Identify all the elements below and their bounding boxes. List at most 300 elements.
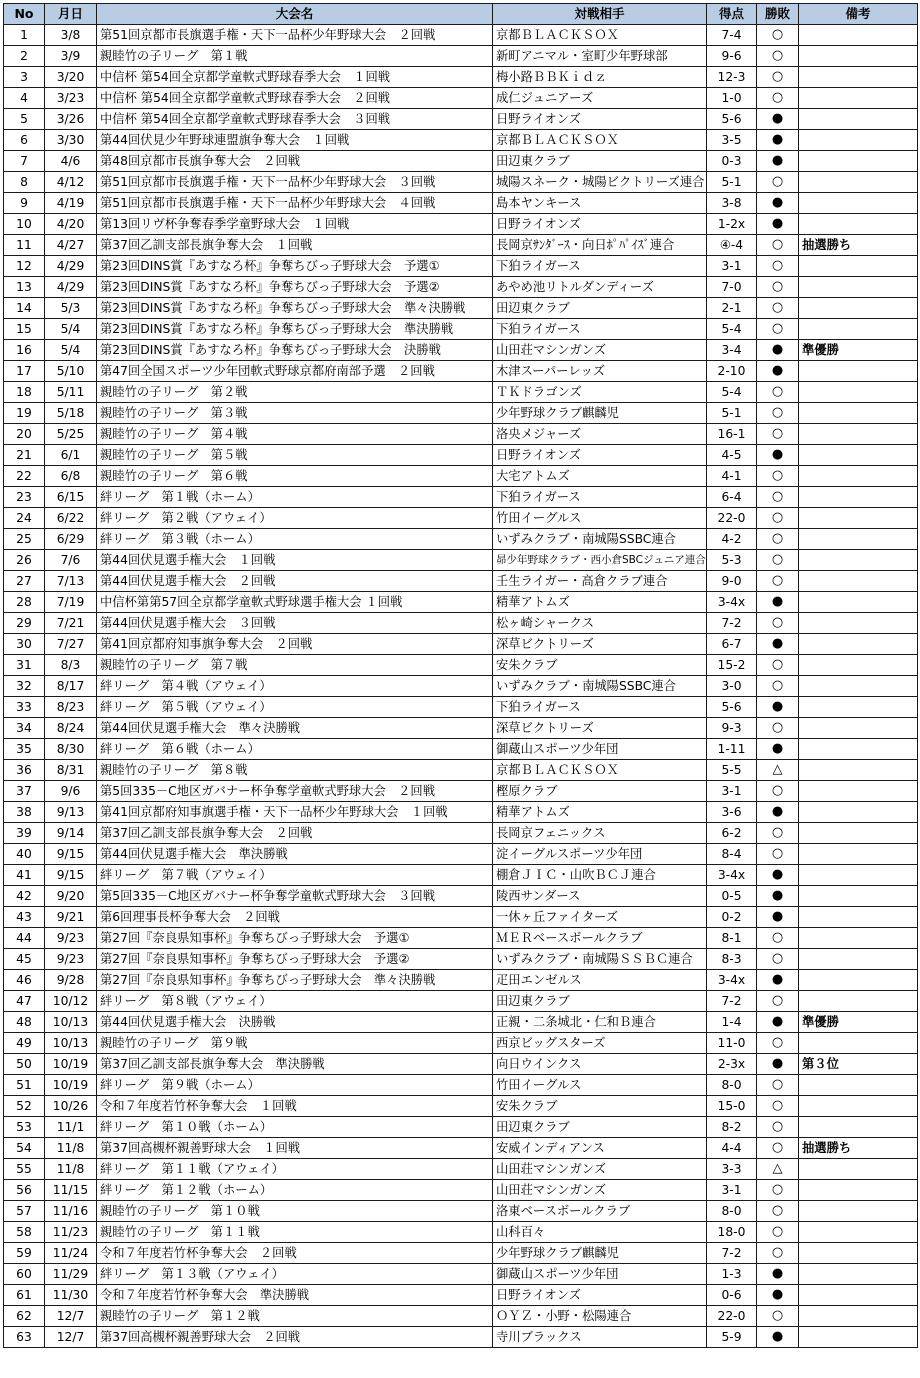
cell-date: 3/30	[45, 130, 97, 151]
cell-no: 34	[4, 718, 45, 739]
table-row	[4, 655, 918, 676]
cell-no: 50	[4, 1054, 45, 1075]
cell-tournament: 親睦竹の子リーグ 第１０戦	[97, 1201, 493, 1222]
cell-score: 5-1	[707, 403, 757, 424]
cell-no: 51	[4, 1075, 45, 1096]
cell-note	[799, 1306, 918, 1327]
cell-result: ○	[757, 256, 799, 277]
cell-result: ○	[757, 1243, 799, 1264]
cell-opponent: 下狛ライガース	[493, 697, 707, 718]
cell-date: 8/31	[45, 760, 97, 781]
cell-no: 55	[4, 1159, 45, 1180]
table-row	[4, 550, 918, 571]
cell-score: 3-3	[707, 1159, 757, 1180]
cell-note	[799, 886, 918, 907]
cell-opponent: 日野ライオンズ	[493, 109, 707, 130]
cell-result: ○	[757, 172, 799, 193]
cell-date: 11/29	[45, 1264, 97, 1285]
table-row	[4, 928, 918, 949]
cell-opponent: 安朱クラブ	[493, 655, 707, 676]
cell-no: 21	[4, 445, 45, 466]
cell-date: 10/12	[45, 991, 97, 1012]
cell-note	[799, 193, 918, 214]
cell-no: 10	[4, 214, 45, 235]
cell-score: 8-3	[707, 949, 757, 970]
cell-opponent: 少年野球クラブ麒麟児	[493, 403, 707, 424]
cell-date: 8/23	[45, 697, 97, 718]
cell-note: 抽選勝ち	[799, 1138, 918, 1159]
cell-date: 6/15	[45, 487, 97, 508]
cell-opponent: 陵西サンダース	[493, 886, 707, 907]
table-row	[4, 1285, 918, 1306]
cell-result: ●	[757, 592, 799, 613]
cell-date: 5/10	[45, 361, 97, 382]
cell-score: 3-1	[707, 781, 757, 802]
cell-opponent: 京都ＢＬＡＣＫＳＯＸ	[493, 130, 707, 151]
cell-score: 8-0	[707, 1075, 757, 1096]
cell-no: 14	[4, 298, 45, 319]
cell-note	[799, 214, 918, 235]
table-row	[4, 403, 918, 424]
cell-result: ○	[757, 487, 799, 508]
cell-tournament: 第51回京都市長旗選手権・天下一品杯少年野球大会 ３回戦	[97, 172, 493, 193]
cell-tournament: 親睦竹の子リーグ 第３戦	[97, 403, 493, 424]
cell-note	[799, 928, 918, 949]
cell-date: 6/29	[45, 529, 97, 550]
cell-result: ●	[757, 445, 799, 466]
table-row	[4, 970, 918, 991]
cell-score: 15-0	[707, 1096, 757, 1117]
cell-date: 8/24	[45, 718, 97, 739]
cell-tournament: 第44回伏見選手権大会 １回戦	[97, 550, 493, 571]
table-row	[4, 109, 918, 130]
cell-tournament: 第51回京都市長旗選手権・天下一品杯少年野球大会 ２回戦	[97, 25, 493, 46]
cell-score: 7-2	[707, 1243, 757, 1264]
cell-no: 37	[4, 781, 45, 802]
cell-date: 11/1	[45, 1117, 97, 1138]
cell-note	[799, 634, 918, 655]
cell-no: 48	[4, 1012, 45, 1033]
cell-no: 7	[4, 151, 45, 172]
cell-tournament: 第44回伏見選手権大会 準々決勝戦	[97, 718, 493, 739]
cell-result: ●	[757, 130, 799, 151]
cell-tournament: 第48回京都市長旗争奪大会 ２回戦	[97, 151, 493, 172]
table-row	[4, 424, 918, 445]
cell-opponent: 日野ライオンズ	[493, 214, 707, 235]
cell-score: 0-3	[707, 151, 757, 172]
cell-note	[799, 592, 918, 613]
cell-tournament: 第5回335－C地区ガバナー杯争奪学童軟式野球大会 ３回戦	[97, 886, 493, 907]
cell-date: 3/20	[45, 67, 97, 88]
cell-no: 1	[4, 25, 45, 46]
cell-date: 9/28	[45, 970, 97, 991]
cell-date: 4/29	[45, 256, 97, 277]
cell-no: 30	[4, 634, 45, 655]
cell-note	[799, 1264, 918, 1285]
cell-result: ○	[757, 1306, 799, 1327]
cell-result: ●	[757, 193, 799, 214]
cell-no: 26	[4, 550, 45, 571]
cell-no: 11	[4, 235, 45, 256]
cell-opponent: 淀イーグルスポーツ少年団	[493, 844, 707, 865]
cell-date: 4/20	[45, 214, 97, 235]
cell-score: 0-2	[707, 907, 757, 928]
cell-result: ○	[757, 235, 799, 256]
cell-result: ○	[757, 823, 799, 844]
cell-opponent: 一休ヶ丘ファイターズ	[493, 907, 707, 928]
cell-score: 3-5	[707, 130, 757, 151]
table-row	[4, 634, 918, 655]
cell-tournament: 絆リーグ 第５戦（アウェイ）	[97, 697, 493, 718]
cell-no: 49	[4, 1033, 45, 1054]
cell-score: 9-6	[707, 46, 757, 67]
cell-result: ○	[757, 1096, 799, 1117]
cell-tournament: 第44回伏見選手権大会 準決勝戦	[97, 844, 493, 865]
cell-score: 5-4	[707, 319, 757, 340]
cell-tournament: 親睦竹の子リーグ 第９戦	[97, 1033, 493, 1054]
cell-note	[799, 571, 918, 592]
table-row	[4, 613, 918, 634]
table-row	[4, 193, 918, 214]
cell-score: 5-9	[707, 1327, 757, 1348]
cell-score: ④-4	[707, 235, 757, 256]
cell-no: 35	[4, 739, 45, 760]
table-row	[4, 802, 918, 823]
cell-score: 4-2	[707, 529, 757, 550]
cell-date: 8/30	[45, 739, 97, 760]
cell-date: 7/27	[45, 634, 97, 655]
cell-tournament: 親睦竹の子リーグ 第１１戦	[97, 1222, 493, 1243]
cell-date: 9/6	[45, 781, 97, 802]
cell-opponent: ＭＥＲベースボールクラブ	[493, 928, 707, 949]
cell-result: ●	[757, 739, 799, 760]
cell-no: 24	[4, 508, 45, 529]
cell-no: 17	[4, 361, 45, 382]
cell-opponent: 安朱クラブ	[493, 1096, 707, 1117]
cell-note	[799, 445, 918, 466]
table-row	[4, 466, 918, 487]
cell-tournament: 第37回高槻杯親善野球大会 ２回戦	[97, 1327, 493, 1348]
cell-result: ○	[757, 991, 799, 1012]
cell-note	[799, 1180, 918, 1201]
cell-tournament: 絆リーグ 第３戦（ホーム）	[97, 529, 493, 550]
cell-note	[799, 508, 918, 529]
cell-note	[799, 760, 918, 781]
cell-opponent: 大宅アトムズ	[493, 466, 707, 487]
cell-opponent: 深草ビクトリーズ	[493, 634, 707, 655]
cell-date: 6/1	[45, 445, 97, 466]
cell-result: ○	[757, 571, 799, 592]
cell-tournament: 親睦竹の子リーグ 第７戦	[97, 655, 493, 676]
cell-note	[799, 718, 918, 739]
cell-result: ○	[757, 508, 799, 529]
cell-opponent: 向日ウインクス	[493, 1054, 707, 1075]
cell-no: 18	[4, 382, 45, 403]
cell-score: 11-0	[707, 1033, 757, 1054]
cell-date: 7/6	[45, 550, 97, 571]
table-row	[4, 529, 918, 550]
cell-date: 6/22	[45, 508, 97, 529]
cell-no: 61	[4, 1285, 45, 1306]
cell-score: 5-3	[707, 550, 757, 571]
cell-date: 6/8	[45, 466, 97, 487]
cell-result: ○	[757, 277, 799, 298]
cell-no: 46	[4, 970, 45, 991]
cell-no: 5	[4, 109, 45, 130]
header-date: 月日	[45, 4, 97, 25]
cell-note	[799, 1117, 918, 1138]
cell-no: 53	[4, 1117, 45, 1138]
cell-date: 11/23	[45, 1222, 97, 1243]
cell-tournament: 第27回『奈良県知事杯』争奪ちびっ子野球大会 予選②	[97, 949, 493, 970]
cell-date: 5/4	[45, 340, 97, 361]
cell-note	[799, 172, 918, 193]
cell-opponent: 下狛ライガース	[493, 256, 707, 277]
cell-note	[799, 361, 918, 382]
cell-tournament: 絆リーグ 第１０戦（ホーム）	[97, 1117, 493, 1138]
cell-result: ○	[757, 46, 799, 67]
cell-note	[799, 1075, 918, 1096]
cell-no: 2	[4, 46, 45, 67]
cell-date: 3/8	[45, 25, 97, 46]
cell-opponent: 松ヶ崎シャークス	[493, 613, 707, 634]
cell-opponent: あやめ池リトルダンディーズ	[493, 277, 707, 298]
cell-no: 6	[4, 130, 45, 151]
table-row	[4, 1012, 918, 1033]
cell-tournament: 中信杯 第54回全京都学童軟式野球春季大会 ３回戦	[97, 109, 493, 130]
results-table-body	[4, 25, 918, 1348]
cell-date: 9/23	[45, 928, 97, 949]
cell-tournament: 令和７年度若竹杯争奪大会 ２回戦	[97, 1243, 493, 1264]
cell-opponent: 京都ＢＬＡＣＫＳＯＸ	[493, 25, 707, 46]
cell-result: ●	[757, 634, 799, 655]
cell-result: ○	[757, 1180, 799, 1201]
cell-note	[799, 529, 918, 550]
cell-score: 3-8	[707, 193, 757, 214]
table-row	[4, 1201, 918, 1222]
cell-note	[799, 1285, 918, 1306]
cell-score: 3-4	[707, 340, 757, 361]
cell-result: ○	[757, 781, 799, 802]
cell-result: ○	[757, 550, 799, 571]
cell-score: 1-2x	[707, 214, 757, 235]
cell-note	[799, 403, 918, 424]
cell-date: 10/19	[45, 1054, 97, 1075]
cell-tournament: 第44回伏見少年野球連盟旗争奪大会 １回戦	[97, 130, 493, 151]
cell-tournament: 中信杯第第57回全京都学童軟式野球選手権大会 １回戦	[97, 592, 493, 613]
cell-note	[799, 256, 918, 277]
cell-opponent: ＯＹＺ・小野・松陽連合	[493, 1306, 707, 1327]
cell-opponent: 安威インディアンス	[493, 1138, 707, 1159]
cell-no: 9	[4, 193, 45, 214]
cell-no: 16	[4, 340, 45, 361]
cell-tournament: 第5回335－C地区ガバナー杯争奪学童軟式野球大会 ２回戦	[97, 781, 493, 802]
table-row	[4, 697, 918, 718]
cell-tournament: 第27回『奈良県知事杯』争奪ちびっ子野球大会 予選①	[97, 928, 493, 949]
cell-date: 12/7	[45, 1327, 97, 1348]
cell-no: 12	[4, 256, 45, 277]
cell-result: ○	[757, 1075, 799, 1096]
cell-note	[799, 655, 918, 676]
cell-tournament: 第23回DINS賞『あすなろ杯』争奪ちびっ子野球大会 予選①	[97, 256, 493, 277]
cell-score: 3-0	[707, 676, 757, 697]
cell-opponent: 精華アトムズ	[493, 802, 707, 823]
cell-opponent: いずみクラブ・南城陽ＳＳＢＣ連合	[493, 949, 707, 970]
cell-opponent: 昴少年野球クラブ・西小倉SBCジュニア連合	[493, 550, 707, 571]
cell-no: 39	[4, 823, 45, 844]
cell-result: ●	[757, 802, 799, 823]
table-row	[4, 1264, 918, 1285]
cell-result: ●	[757, 1285, 799, 1306]
table-row	[4, 865, 918, 886]
cell-tournament: 第37回乙訓支部長旗争奪大会 準決勝戦	[97, 1054, 493, 1075]
table-row	[4, 25, 918, 46]
cell-date: 7/21	[45, 613, 97, 634]
cell-tournament: 親睦竹の子リーグ 第４戦	[97, 424, 493, 445]
table-row	[4, 718, 918, 739]
cell-score: 6-4	[707, 487, 757, 508]
table-row	[4, 508, 918, 529]
cell-note	[799, 46, 918, 67]
cell-score: 2-10	[707, 361, 757, 382]
cell-note	[799, 739, 918, 760]
cell-date: 4/19	[45, 193, 97, 214]
cell-date: 12/7	[45, 1306, 97, 1327]
cell-opponent: 樫原クラブ	[493, 781, 707, 802]
cell-result: ○	[757, 25, 799, 46]
cell-tournament: 第44回伏見選手権大会 決勝戦	[97, 1012, 493, 1033]
header-score: 得点	[707, 4, 757, 25]
cell-tournament: 第27回『奈良県知事杯』争奪ちびっ子野球大会 準々決勝戦	[97, 970, 493, 991]
cell-result: ●	[757, 886, 799, 907]
cell-result: ○	[757, 949, 799, 970]
table-row	[4, 844, 918, 865]
cell-result: ○	[757, 424, 799, 445]
cell-no: 59	[4, 1243, 45, 1264]
cell-note: 抽選勝ち	[799, 235, 918, 256]
cell-note	[799, 613, 918, 634]
cell-no: 43	[4, 907, 45, 928]
cell-date: 10/13	[45, 1033, 97, 1054]
cell-note	[799, 88, 918, 109]
cell-note	[799, 1243, 918, 1264]
cell-result: ○	[757, 1033, 799, 1054]
table-row	[4, 760, 918, 781]
cell-no: 15	[4, 319, 45, 340]
table-row	[4, 1033, 918, 1054]
table-row	[4, 823, 918, 844]
cell-tournament: 第23回DINS賞『あすなろ杯』争奪ちびっ子野球大会 予選②	[97, 277, 493, 298]
table-row	[4, 340, 918, 361]
cell-note	[799, 1033, 918, 1054]
cell-opponent: 田辺東クラブ	[493, 298, 707, 319]
cell-date: 9/15	[45, 865, 97, 886]
cell-no: 52	[4, 1096, 45, 1117]
cell-opponent: 棚倉ＪＩＣ・山吹ＢＣＪ連合	[493, 865, 707, 886]
cell-tournament: 第37回乙訓支部長旗争奪大会 ２回戦	[97, 823, 493, 844]
cell-date: 4/29	[45, 277, 97, 298]
table-row	[4, 256, 918, 277]
cell-opponent: 西京ビッグスターズ	[493, 1033, 707, 1054]
cell-no: 44	[4, 928, 45, 949]
cell-score: 4-1	[707, 466, 757, 487]
cell-opponent: 日野ライオンズ	[493, 445, 707, 466]
cell-opponent: 新町アニマル・室町少年野球部	[493, 46, 707, 67]
table-row	[4, 1180, 918, 1201]
table-row	[4, 445, 918, 466]
results-table-wrapper	[3, 3, 918, 1348]
cell-opponent: 梅小路ＢＢＫｉｄｚ	[493, 67, 707, 88]
cell-score: 8-0	[707, 1201, 757, 1222]
cell-score: 7-2	[707, 613, 757, 634]
cell-opponent: いずみクラブ・南城陽SSBC連合	[493, 676, 707, 697]
cell-no: 28	[4, 592, 45, 613]
cell-score: 2-1	[707, 298, 757, 319]
cell-opponent: 少年野球クラブ麒麟児	[493, 1243, 707, 1264]
cell-score: 1-0	[707, 88, 757, 109]
cell-score: 0-5	[707, 886, 757, 907]
cell-note	[799, 823, 918, 844]
cell-score: 3-4x	[707, 865, 757, 886]
cell-score: 22-0	[707, 508, 757, 529]
cell-result: ○	[757, 1201, 799, 1222]
cell-opponent: 下狛ライガース	[493, 319, 707, 340]
cell-result: ●	[757, 1054, 799, 1075]
cell-note	[799, 907, 918, 928]
table-row	[4, 1075, 918, 1096]
cell-no: 47	[4, 991, 45, 1012]
cell-opponent: 島本ヤンキース	[493, 193, 707, 214]
table-row	[4, 46, 918, 67]
cell-note	[799, 991, 918, 1012]
cell-result: ○	[757, 1222, 799, 1243]
cell-date: 4/6	[45, 151, 97, 172]
cell-date: 4/27	[45, 235, 97, 256]
cell-no: 62	[4, 1306, 45, 1327]
cell-tournament: 令和７年度若竹杯争奪大会 準決勝戦	[97, 1285, 493, 1306]
header-row	[4, 4, 918, 25]
cell-tournament: 第23回DINS賞『あすなろ杯』争奪ちびっ子野球大会 決勝戦	[97, 340, 493, 361]
cell-date: 4/12	[45, 172, 97, 193]
cell-score: 5-6	[707, 109, 757, 130]
cell-score: 5-5	[707, 760, 757, 781]
cell-opponent: 山田荘マシンガンズ	[493, 340, 707, 361]
cell-opponent: 疋田エンゼルス	[493, 970, 707, 991]
cell-score: 3-4x	[707, 970, 757, 991]
cell-tournament: 親睦竹の子リーグ 第１２戦	[97, 1306, 493, 1327]
table-row	[4, 172, 918, 193]
cell-no: 58	[4, 1222, 45, 1243]
table-row	[4, 235, 918, 256]
cell-result: ○	[757, 319, 799, 340]
cell-date: 9/23	[45, 949, 97, 970]
cell-score: 1-4	[707, 1012, 757, 1033]
cell-tournament: 絆リーグ 第８戦（アウェイ）	[97, 991, 493, 1012]
table-row	[4, 676, 918, 697]
cell-note	[799, 1327, 918, 1348]
cell-score: 5-4	[707, 382, 757, 403]
cell-result: ●	[757, 865, 799, 886]
table-row	[4, 949, 918, 970]
cell-result: ○	[757, 1138, 799, 1159]
header-tournament: 大会名	[97, 4, 493, 25]
cell-score: 1-11	[707, 739, 757, 760]
cell-note	[799, 25, 918, 46]
cell-note	[799, 109, 918, 130]
table-row	[4, 571, 918, 592]
cell-tournament: 絆リーグ 第１３戦（アウェイ）	[97, 1264, 493, 1285]
cell-opponent: 山田荘マシンガンズ	[493, 1159, 707, 1180]
